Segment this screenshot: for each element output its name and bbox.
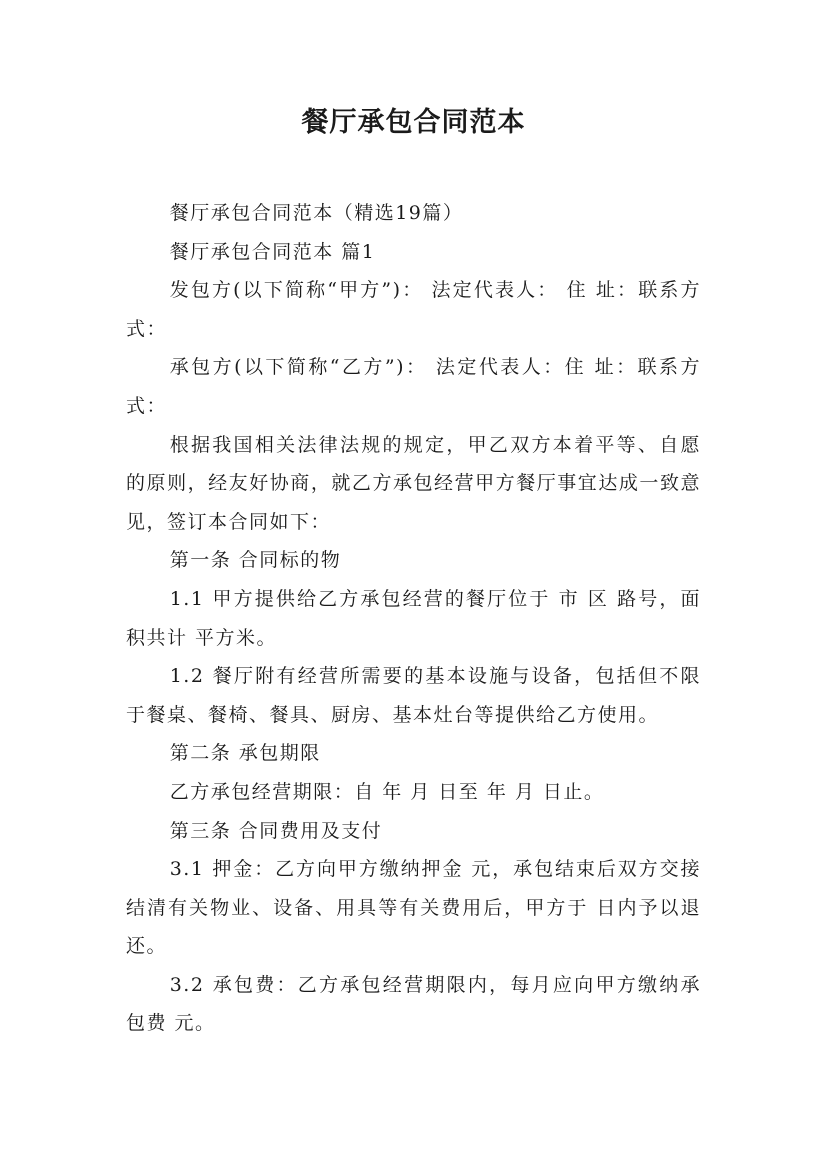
document-title: 餐厅承包合同范本 (301, 107, 526, 138)
clause-3-1: 3.1 押金：乙方向甲方缴纳押金 元，承包结束后双方交接结清有关物业、设备、用具等有关费用后，甲方于 日内予以退还。 (126, 858, 701, 958)
paragraph-subtitle: 餐厅承包合同范本（精选19篇） (169, 202, 464, 224)
article-2-heading: 第二条 承包期限 (169, 742, 321, 765)
clause-3-2: 3.2 承包费：乙方承包经营期限内，每月应向甲方缴纳承包费 元。 (126, 973, 701, 1035)
clause-1-1: 1.1 甲方提供给乙方承包经营的餐厅位于 市 区 路号，面积共计 平方米。 (126, 587, 701, 649)
document-body (126, 194, 701, 1043)
paragraph-party-b: 承包方(以下简称“乙方”)： 法定代表人：住 址：联系方式： (126, 356, 701, 417)
clause-2-term: 乙方承包经营期限：自 年 月 日至 年 月 日止。 (169, 780, 605, 803)
paragraph-preamble: 根据我国相关法律法规的规定，甲乙双方本着平等、自愿的原则，经友好协商，就乙方承包经营甲方餐厅事宜达成一致意见，签订本合同如下： (126, 433, 701, 533)
article-1-heading: 第一条 合同标的物 (169, 549, 342, 572)
paragraph-party-a: 发包方(以下简称“甲方”)： 法定代表人： 住 址：联系方式： (126, 279, 701, 340)
clause-1-2: 1.2 餐厅附有经营所需要的基本设施与设备，包括但不限于餐桌、餐椅、餐具、厨房、基本灶台等提供给乙方使用。 (126, 665, 701, 726)
paragraph-section-heading: 餐厅承包合同范本 篇1 (169, 240, 376, 263)
article-3-heading: 第三条 合同费用及支付 (169, 819, 383, 842)
